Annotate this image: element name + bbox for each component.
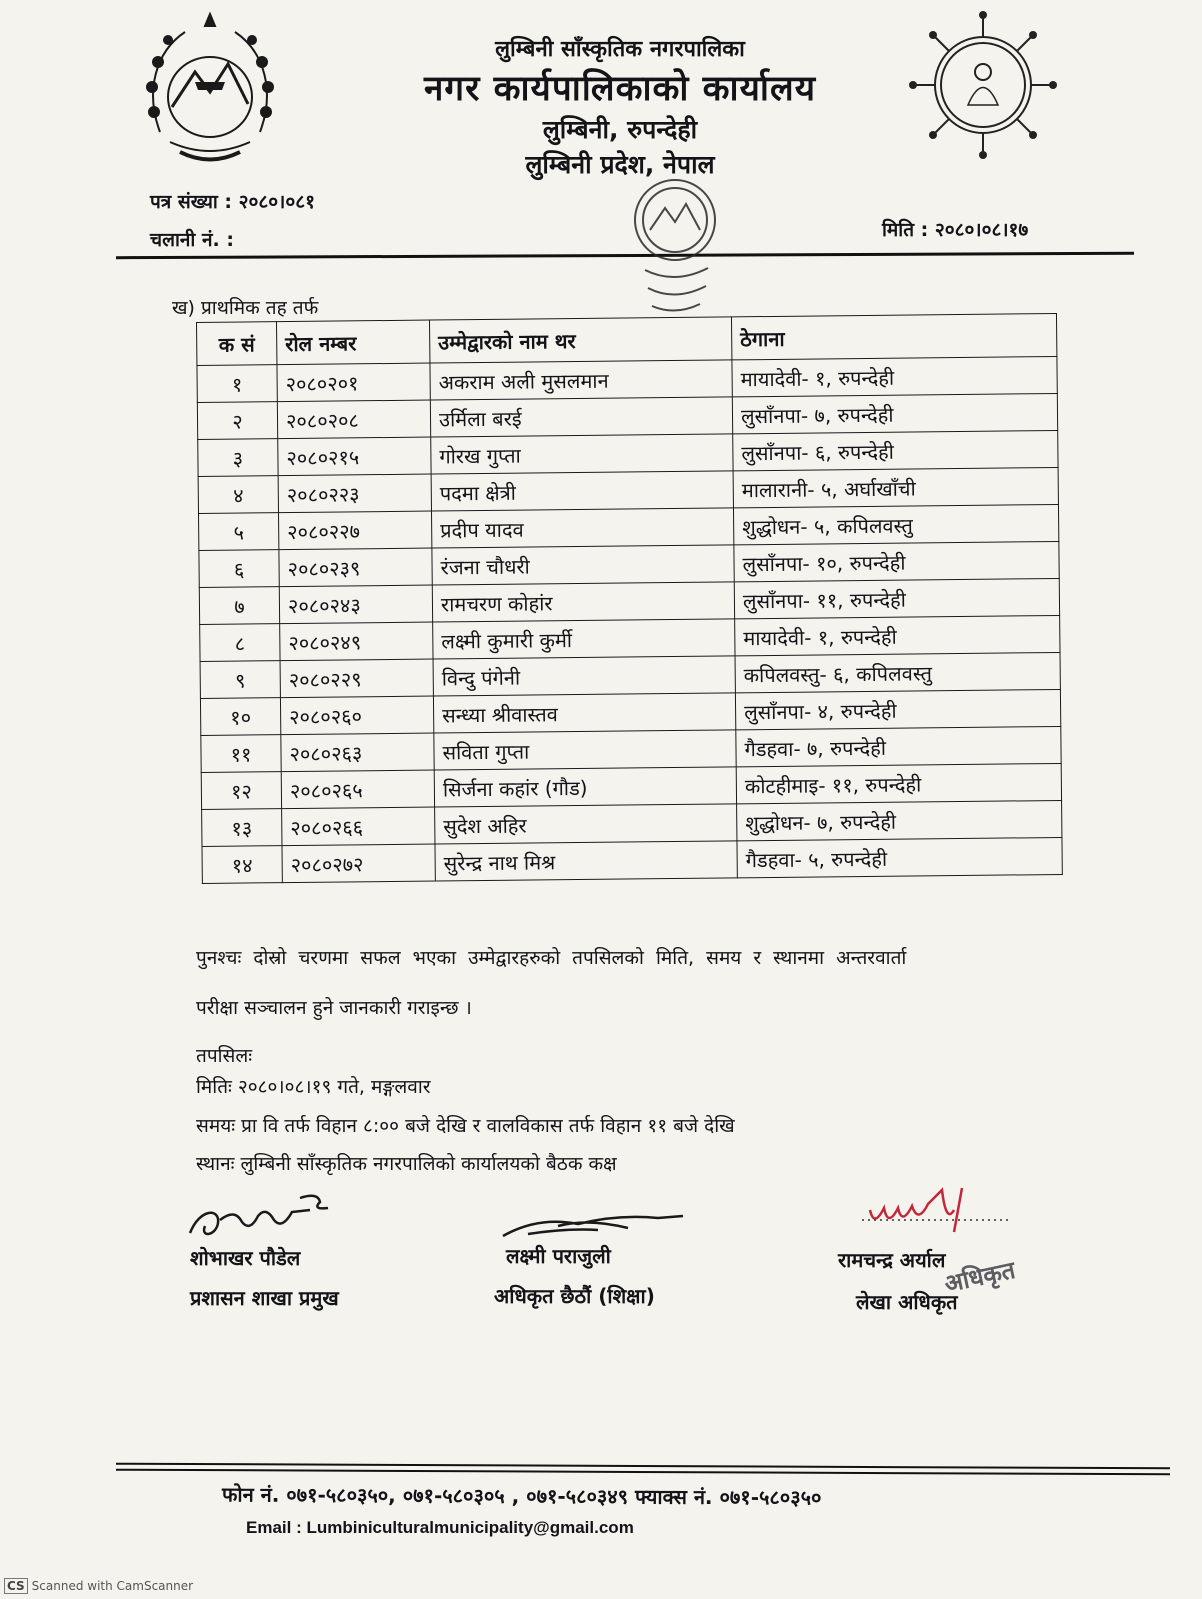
office-title: नगर कार्यपालिकाको कार्यालय: [423, 69, 817, 109]
address-cell: गैडहवा- ५, रुपन्देही: [737, 837, 1062, 877]
name-cell: सिर्जना कहांर (गौड): [434, 767, 736, 807]
roll-cell: २०८०२६०: [280, 696, 433, 735]
address-cell: लुसाँनपा- ६, रुपन्देही: [733, 430, 1058, 470]
roll-cell: २०८०२६५: [281, 770, 434, 809]
serial-cell: १३: [202, 809, 282, 847]
nepal-emblem-icon: [140, 12, 280, 172]
footer-phones: फोन नं. ०७१-५८०३५०, ०७१-५८०३०५ , ०७१-५८०३४९ फ्याक्स नं. ०७१-५८०३५०: [221, 1482, 822, 1510]
address-cell: शुद्धोधन- ७, रुपन्देही: [737, 800, 1062, 840]
address-cell: मायादेवी- १, रुपन्देही: [735, 615, 1060, 655]
table-body: [197, 356, 1062, 883]
column-header-name: उम्मेद्वारको नाम थर: [429, 317, 731, 363]
serial-cell: १४: [202, 846, 282, 884]
serial-cell: ५: [199, 513, 279, 551]
name-cell: अकराम अली मुसलमान: [430, 360, 732, 400]
name-cell: सविता गुप्ता: [434, 730, 736, 770]
signature-3: [862, 1180, 1012, 1240]
column-header-address: ठेगाना: [731, 313, 1056, 359]
signatory-3-name: रामचन्द्र अर्याल: [838, 1248, 946, 1272]
serial-cell: ६: [199, 550, 279, 588]
address-cell: मालारानी- ५, अर्घाखाँची: [733, 467, 1058, 507]
office-seal-icon: [590, 160, 760, 330]
schedule-heading: तपसिलः: [196, 1045, 253, 1067]
footer-divider-2: [116, 1469, 1170, 1476]
address-cell: लुसाँनपा- ४, रुपन्देही: [735, 689, 1060, 729]
name-cell: गोरख गुप्ता: [431, 434, 733, 474]
municipality-name: लुम्बिनी साँस्कृतिक नगरपालिका: [495, 37, 745, 62]
name-cell: रंजना चौधरी: [432, 545, 734, 585]
column-header-roll: रोल नम्बर: [277, 320, 430, 365]
serial-cell: ४: [198, 476, 278, 514]
name-cell: रामचरण कोहांर: [432, 582, 734, 622]
serial-cell: ९: [200, 661, 280, 699]
name-cell: प्रदीप यादव: [431, 508, 733, 548]
name-cell: विन्दु पंगेनी: [433, 656, 735, 696]
roll-cell: २०८०२६६: [282, 807, 435, 846]
signature-2: [498, 1206, 688, 1246]
roll-cell: २०८०२४३: [279, 585, 432, 624]
roll-cell: २०८०२७२: [282, 844, 435, 883]
office-province: लुम्बिनी प्रदेश, नेपाल: [525, 150, 715, 179]
address-cell: मायादेवी- १, रुपन्देही: [732, 356, 1057, 396]
address-cell: लुसाँनपा- ११, रुपन्देही: [734, 578, 1059, 618]
camscanner-logo-icon: CS: [4, 1578, 28, 1594]
name-cell: पदमा क्षेत्री: [431, 471, 733, 511]
name-cell: सुदेश अहिर: [435, 804, 737, 844]
serial-cell: ३: [198, 439, 278, 477]
address-cell: कोटहीमाइ- ११, रुपन्देही: [736, 763, 1061, 803]
office-location: लुम्बिनी, रुपन्देही: [542, 115, 698, 144]
signature-1: [180, 1188, 350, 1248]
address-cell: गैडहवा- ७, रुपन्देही: [736, 726, 1061, 766]
roll-cell: २०८०२२९: [280, 659, 433, 698]
name-cell: सुरेन्द्र नाथ मिश्र: [435, 841, 737, 881]
roll-cell: २०८०२३९: [279, 548, 432, 587]
address-cell: लुसाँनपा- ७, रुपन्देही: [732, 393, 1057, 433]
name-cell: लक्ष्मी कुमारी कुर्मी: [433, 619, 735, 659]
signatory-1-name: शोभाखर पौडेल: [190, 1246, 301, 1270]
serial-cell: ८: [200, 624, 280, 662]
table-row: [202, 837, 1062, 883]
reference-number: पत्र संख्या : २०८०।०८१: [150, 191, 315, 213]
letter-date: मिति : २०८०।०८।१७: [882, 219, 1029, 241]
signatory-3-stamp: अधिकृत: [941, 1255, 1018, 1299]
address-cell: शुद्धोधन- ५, कपिलवस्तु: [733, 504, 1058, 544]
signatory-2-title: अधिकृत छैठौं (शिक्षा): [494, 1284, 655, 1308]
roll-cell: २०८०२४९: [280, 622, 433, 661]
footer-email: Email : Lumbiniculturalmunicipality@gmail.com: [246, 1518, 634, 1537]
roll-cell: २०८०२१५: [278, 437, 431, 476]
roll-cell: २०८०२२३: [278, 474, 431, 513]
schedule-date: मितिः २०८०।०८।१९ गते, मङ्गलवार: [196, 1076, 431, 1098]
signatory-1-title: प्रशासन शाखा प्रमुख: [190, 1286, 339, 1310]
address-cell: कपिलवस्तु- ६, कपिलवस्तु: [735, 652, 1060, 692]
schedule-venue: स्थानः लुम्बिनी साँस्कृतिक नगरपालिको कार्यालयको बैठक कक्ष: [196, 1153, 617, 1175]
serial-cell: १: [197, 365, 277, 403]
roll-cell: २०८०२६३: [281, 733, 434, 772]
dispatch-number: चलानी नं. :: [150, 229, 234, 251]
name-cell: उर्मिला बरई: [430, 397, 732, 437]
notice-line-2: परीक्षा सञ्चालन हुने जानकारी गराइन्छ ।: [196, 997, 472, 1019]
serial-cell: १२: [201, 772, 281, 810]
serial-cell: ११: [201, 735, 281, 773]
candidate-table: [196, 313, 1063, 884]
section-title: ख) प्राथमिक तह तर्फ: [172, 297, 319, 319]
notice-line-1: पुनश्चः दोस्रो चरणमा सफल भएका उम्मेद्वारहरुको तपसिलको मिति, समय र स्थानमा अन्तरवार्ता: [196, 947, 907, 969]
scanner-watermark: [4, 1578, 193, 1594]
roll-cell: २०८०२०१: [277, 363, 430, 402]
footer-divider: [116, 1463, 1170, 1470]
scanner-watermark-text: Scanned with CamScanner: [31, 1579, 194, 1593]
signatory-3-title: लेखा अधिकृत: [856, 1290, 958, 1314]
name-cell: सन्ध्या श्रीवास्तव: [433, 693, 735, 733]
column-header-serial: क सं: [197, 322, 277, 366]
address-cell: लुसाँनपा- १०, रुपन्देही: [734, 541, 1059, 581]
roll-cell: २०८०२२७: [279, 511, 432, 550]
signatory-2-name: लक्ष्मी पराजुली: [506, 1244, 611, 1268]
serial-cell: ७: [199, 587, 279, 625]
serial-cell: १०: [200, 698, 280, 736]
roll-cell: २०८०२०८: [277, 400, 430, 439]
serial-cell: २: [197, 402, 277, 440]
schedule-time: समयः प्रा वि तर्फ विहान ८:०० बजे देखि र वालविकास तर्फ विहान ११ बजे देखि: [196, 1115, 735, 1137]
